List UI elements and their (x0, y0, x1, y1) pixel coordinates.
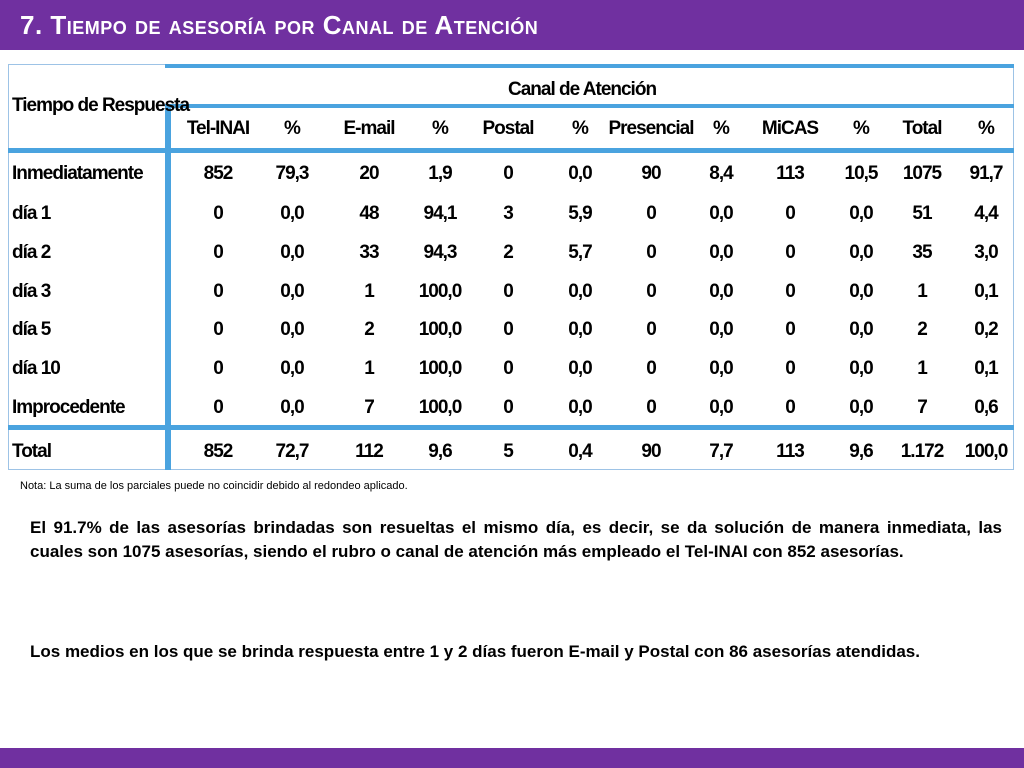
column-header: E-mail (343, 118, 395, 139)
table-cell: 0 (646, 397, 656, 418)
title-bar (0, 0, 1024, 50)
total-cell: 1.172 (900, 441, 944, 462)
table-cell: 0,6 (974, 397, 998, 418)
table-cell: 0 (785, 281, 795, 302)
table-cell: 4,4 (974, 203, 998, 224)
table-cell: 0 (785, 397, 795, 418)
row-label: día 3 (12, 281, 51, 302)
table-cell: 0,0 (568, 319, 592, 340)
total-cell: 100,0 (964, 441, 1008, 462)
table-cell: 1075 (902, 163, 942, 184)
table-cell: 1 (917, 358, 927, 379)
table-cell: 3,0 (974, 242, 998, 263)
table-cell: 0,0 (568, 397, 592, 418)
table-cell: 0 (646, 319, 656, 340)
table-cell: 0,0 (568, 281, 592, 302)
table-cell: 0 (503, 397, 513, 418)
total-cell: 0,4 (568, 441, 592, 462)
row-label: día 1 (12, 203, 51, 224)
table-cell: 94,1 (423, 203, 457, 224)
table-cell: 0 (213, 281, 223, 302)
column-header: Total (902, 118, 942, 139)
table-cell: 0,0 (849, 358, 873, 379)
column-header: Presencial (608, 118, 694, 139)
table-cell: 0 (646, 203, 656, 224)
table-cell: 0,0 (709, 358, 733, 379)
column-header: % (713, 118, 729, 139)
column-header: Postal (482, 118, 534, 139)
table-cell: 0,0 (568, 358, 592, 379)
row-label: día 10 (12, 358, 60, 379)
table-cell: 0,1 (974, 281, 998, 302)
table-cell: 1,9 (428, 163, 452, 184)
table-cell: 90 (641, 163, 661, 184)
table-cell: 20 (359, 163, 379, 184)
table-cell: 0,0 (849, 319, 873, 340)
table-cell: 0 (213, 358, 223, 379)
summary-paragraph-1: El 91.7% de las asesorías brindadas son resueltas el mismo día, es decir, se da solución de manera inmediata, las cuales son 1075 asesorías, siendo el rubro o canal de atención más empleado el Tel-INAI con 852 asesorías. (30, 518, 1002, 561)
table-cell: 8,4 (709, 163, 733, 184)
table-cell: 0,0 (280, 281, 304, 302)
table-cell: 0,0 (280, 203, 304, 224)
table-cell: 100,0 (418, 397, 462, 418)
column-header: % (572, 118, 588, 139)
table-cell: 852 (203, 163, 233, 184)
table-cell: 0 (213, 203, 223, 224)
column-header: Tel-INAI (186, 118, 250, 139)
table-cell: 2 (503, 242, 513, 263)
table-rule-top (165, 64, 1014, 68)
total-cell: 852 (203, 441, 233, 462)
table-cell: 0 (503, 281, 513, 302)
total-cell: 90 (641, 441, 661, 462)
table-cell: 0,0 (849, 397, 873, 418)
table-cell: 0,0 (849, 281, 873, 302)
total-cell: 9,6 (849, 441, 873, 462)
table-cell: 0,0 (709, 203, 733, 224)
table-cell: 100,0 (418, 319, 462, 340)
total-cell: 113 (776, 441, 804, 462)
table-rule-super-header (165, 104, 1014, 108)
column-header: % (978, 118, 994, 139)
table-cell: 0 (646, 281, 656, 302)
table-cell: 0,0 (280, 358, 304, 379)
table-cell: 0,0 (280, 397, 304, 418)
table-cell: 51 (912, 203, 932, 224)
table-cell: 7 (917, 397, 927, 418)
table-cell: 5,7 (568, 242, 592, 263)
table-cell: 0,0 (849, 242, 873, 263)
table-cell: 2 (364, 319, 374, 340)
table-cell: 0,0 (849, 203, 873, 224)
table-cell: 0,0 (709, 319, 733, 340)
table-cell: 100,0 (418, 358, 462, 379)
table-cell: 0 (503, 358, 513, 379)
table-cell: 0 (785, 242, 795, 263)
table-cell: 0,0 (709, 397, 733, 418)
table-cell: 79,3 (275, 163, 309, 184)
row-label: Inmediatamente (12, 163, 143, 184)
table-cell: 2 (917, 319, 927, 340)
table-cell: 0 (503, 319, 513, 340)
table-cell: 7 (364, 397, 374, 418)
table-cell: 48 (359, 203, 379, 224)
table-rule-total (8, 425, 1014, 430)
table-cell: 0,0 (709, 281, 733, 302)
footer-bar (0, 748, 1024, 768)
table-cell: 91,7 (969, 163, 1003, 184)
table-cell: 10,5 (844, 163, 878, 184)
table-cell: 35 (912, 242, 932, 263)
total-cell: 72,7 (275, 441, 309, 462)
table-cell: 33 (359, 242, 379, 263)
table-cell: 3 (503, 203, 513, 224)
table-cell: 0,0 (280, 242, 304, 263)
table-cell: 0 (646, 358, 656, 379)
total-row-label: Total (12, 441, 51, 462)
column-header: MiCAS (761, 118, 819, 139)
summary-paragraph-2: Los medios en los que se brinda respuesta entre 1 y 2 días fueron E-mail y Postal con 86 asesorías atendidas. (30, 642, 920, 661)
table-cell: 1 (364, 281, 374, 302)
table-cell: 0,0 (709, 242, 733, 263)
table-cell: 5,9 (568, 203, 592, 224)
stub-header: Tiempo de Respuesta (12, 95, 190, 116)
page-title: 7. Tiempo de asesoría por Canal de Atención (20, 10, 539, 40)
table-cell: 100,0 (418, 281, 462, 302)
row-label: día 2 (12, 242, 51, 263)
total-cell: 112 (355, 441, 383, 462)
super-header: Canal de Atención (508, 79, 657, 100)
table-cell: 0,0 (280, 319, 304, 340)
table-cell: 0 (213, 242, 223, 263)
table-rule-header (8, 148, 1014, 153)
table-cell: 0 (785, 319, 795, 340)
row-label: día 5 (12, 319, 51, 340)
table-cell: 1 (917, 281, 927, 302)
table-cell: 0 (503, 163, 513, 184)
table-cell: 0 (213, 319, 223, 340)
total-cell: 9,6 (428, 441, 452, 462)
table-cell: 94,3 (423, 242, 457, 263)
table-cell: 1 (364, 358, 374, 379)
table-cell: 0,2 (974, 319, 998, 340)
column-header: % (284, 118, 300, 139)
table-cell: 0 (213, 397, 223, 418)
column-header: % (432, 118, 448, 139)
table-cell: 0,0 (568, 163, 592, 184)
table-cell: 0 (785, 203, 795, 224)
table-note: Nota: La suma de los parciales puede no coincidir debido al redondeo aplicado. (20, 480, 408, 492)
table-cell: 113 (776, 163, 804, 184)
response-time-table (8, 64, 1014, 470)
table-cell: 0,1 (974, 358, 998, 379)
table-cell: 0 (646, 242, 656, 263)
table-cell: 0 (785, 358, 795, 379)
total-cell: 5 (503, 441, 513, 462)
total-cell: 7,7 (709, 441, 733, 462)
row-label: Improcedente (12, 397, 125, 418)
column-header: % (853, 118, 869, 139)
